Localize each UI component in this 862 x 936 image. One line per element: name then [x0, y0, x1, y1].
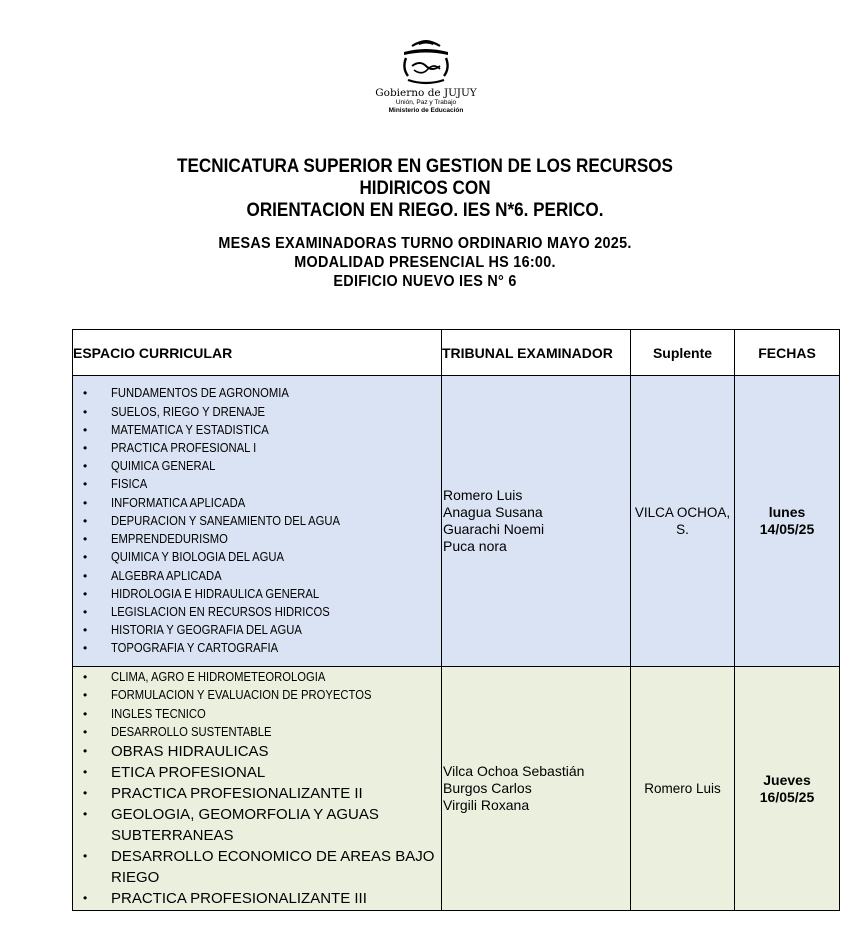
- list-item: • LEGISLACION EN RECURSOS HIDRICOS: [83, 603, 441, 621]
- suplente-cell: [631, 376, 735, 667]
- list-item: • INGLES TECNICO: [83, 705, 441, 723]
- suplente-name: Romero Luis: [644, 781, 721, 796]
- subject-list: [73, 668, 441, 741]
- suplente-cell: [631, 667, 735, 911]
- subtitle-line: EDIFICIO NUEVO IES N° 6: [333, 273, 517, 290]
- list-item: • DESARROLLO SUSTENTABLE: [83, 723, 441, 741]
- list-item: • PRACTICA PROFESIONAL I: [83, 439, 441, 457]
- subject-list: [73, 741, 441, 909]
- fecha-cell: [735, 376, 840, 667]
- list-item: • DEPURACION Y SANEAMIENTO DEL AGUA: [83, 512, 441, 530]
- subjects-cell: [73, 667, 442, 911]
- suplente-name: VILCA OCHOA,: [634, 505, 731, 520]
- list-item: • MATEMATICA Y ESTADISTICA: [83, 421, 441, 439]
- list-item: • HIDROLOGIA E HIDRAULICA GENERAL: [83, 585, 441, 603]
- exam-table: [72, 329, 840, 911]
- table-row: [73, 667, 840, 911]
- document-title: [133, 156, 718, 222]
- subjects-cell: [73, 376, 442, 667]
- gobierno-jujuy-seal-icon: [396, 36, 456, 86]
- list-item: • OBRAS HIDRAULICAS: [83, 741, 441, 762]
- fecha-cell: [735, 667, 840, 911]
- fecha-day: lunes: [768, 504, 806, 520]
- title-line: ORIENTACION EN RIEGO. IES N*6. PERICO.: [246, 200, 604, 221]
- list-item: • FISICA: [83, 475, 441, 493]
- list-item: • SUELOS, RIEGO Y DRENAJE: [83, 403, 441, 421]
- tribunal-member: Romero Luis: [443, 487, 523, 503]
- document-subtitle: [133, 234, 718, 291]
- tribunal-member: Puca nora: [443, 538, 507, 554]
- list-item: • ETICA PROFESIONAL: [83, 762, 441, 783]
- list-item: • EMPRENDEDURISMO: [83, 530, 441, 548]
- tribunal-member: Burgos Carlos: [443, 780, 532, 796]
- list-item: • ALGEBRA APLICADA: [83, 567, 441, 585]
- list-item: • DESARROLLO ECONOMICO DE AREAS BAJO RIEGO: [83, 846, 441, 888]
- fecha-day: Jueves: [763, 771, 811, 788]
- tribunal-member: Vilca Ochoa Sebastián: [443, 763, 585, 779]
- title-line: TECNICATURA SUPERIOR EN GESTION DE LOS RECURSOS HIDIRICOS CON: [177, 156, 673, 199]
- table-row: [73, 376, 840, 667]
- list-item: • PRACTICA PROFESIONALIZANTE III: [83, 888, 441, 909]
- list-item: • PRACTICA PROFESIONALIZANTE II: [83, 783, 441, 804]
- gov-name: Gobierno de JUJUY: [375, 87, 477, 99]
- list-item: • HISTORIA Y GEOGRAFIA DEL AGUA: [83, 621, 441, 639]
- header-espacio-curricular: ESPACIO CURRICULAR: [73, 330, 442, 376]
- fecha-date: 16/05/25: [759, 788, 815, 805]
- list-item: • QUIMICA GENERAL: [83, 457, 441, 475]
- list-item: • FUNDAMENTOS DE AGRONOMIA: [83, 384, 441, 402]
- ministry-name: Ministerio de Educación: [388, 107, 464, 114]
- tribunal-member: Virgili Roxana: [443, 797, 530, 813]
- list-item: • GEOLOGIA, GEOMORFOLIA Y AGUAS SUBTERRANEAS: [83, 804, 441, 846]
- tribunal-member: Guarachi Noemi: [443, 521, 545, 537]
- fecha-date: 14/05/25: [759, 521, 815, 537]
- tribunal-cell: [442, 376, 631, 667]
- header-suplente: Suplente: [631, 330, 735, 376]
- list-item: • INFORMATICA APLICADA: [83, 494, 441, 512]
- header-tribunal-examinador: TRIBUNAL EXAMINADOR: [442, 330, 631, 376]
- tribunal-cell: [442, 667, 631, 911]
- list-item: • CLIMA, AGRO E HIDROMETEOROLOGIA: [83, 668, 441, 686]
- suplente-name: S.: [676, 522, 689, 537]
- table-header-row: [73, 330, 840, 376]
- gov-motto: Unión, Paz y Trabajo: [395, 99, 457, 106]
- header-logo: [366, 36, 486, 115]
- subtitle-line: MESAS EXAMINADORAS TURNO ORDINARIO MAYO 2025.: [218, 235, 632, 252]
- header-fechas: FECHAS: [735, 330, 840, 376]
- subtitle-line: MODALIDAD PRESENCIAL HS 16:00.: [294, 254, 556, 271]
- tribunal-member: Anagua Susana: [443, 504, 543, 520]
- list-item: • FORMULACION Y EVALUACION DE PROYECTOS: [83, 686, 441, 704]
- subject-list: [73, 384, 441, 657]
- list-item: • QUIMICA Y BIOLOGIA DEL AGUA: [83, 548, 441, 566]
- list-item: • TOPOGRAFIA Y CARTOGRAFIA: [83, 639, 441, 657]
